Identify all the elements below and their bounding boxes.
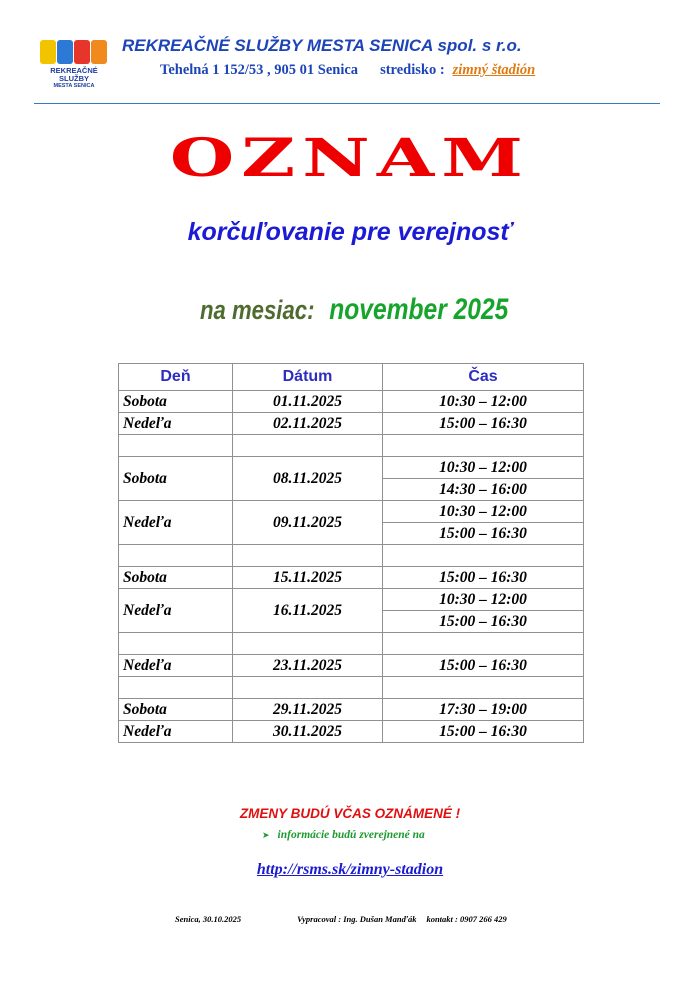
table-cell-empty bbox=[233, 435, 383, 457]
table-cell-empty bbox=[119, 435, 233, 457]
month-line bbox=[200, 293, 508, 327]
day-cell: Sobota bbox=[119, 457, 233, 501]
table-row bbox=[119, 721, 584, 743]
time-cell: 15:00 – 16:30 bbox=[383, 567, 584, 589]
time-cell: 10:30 – 12:00 bbox=[383, 589, 584, 611]
logo-line2: MESTA SENICA bbox=[53, 83, 95, 89]
time-cell: 10:30 – 12:00 bbox=[383, 457, 584, 479]
schedule-body bbox=[119, 391, 584, 743]
info-text: informácie budú zverejnené na bbox=[277, 829, 425, 841]
time-cell: 10:30 – 12:00 bbox=[383, 501, 584, 523]
logo-figure-red bbox=[74, 40, 90, 64]
logo-figure-yellow bbox=[40, 40, 56, 64]
address-line bbox=[160, 62, 535, 79]
info-line bbox=[262, 829, 425, 841]
table-row bbox=[119, 501, 584, 523]
table-row-empty bbox=[119, 633, 584, 655]
table-cell-empty bbox=[119, 677, 233, 699]
table-row bbox=[119, 589, 584, 611]
day-cell: Nedeľa bbox=[119, 721, 233, 743]
footer-place-date: Senica, 30.10.2025 bbox=[175, 914, 242, 924]
day-cell: Nedeľa bbox=[119, 655, 233, 677]
date-cell: 01.11.2025 bbox=[233, 391, 383, 413]
table-cell-empty bbox=[233, 633, 383, 655]
table-cell-empty bbox=[383, 545, 584, 567]
address: Tehelná 1 152/53 , 905 01 Senica bbox=[160, 62, 359, 78]
table-cell-empty bbox=[119, 633, 233, 655]
day-cell: Nedeľa bbox=[119, 501, 233, 545]
date-cell: 30.11.2025 bbox=[233, 721, 383, 743]
notice-subtitle: korčuľovanie pre verejnosť bbox=[187, 218, 513, 246]
table-row bbox=[119, 391, 584, 413]
time-cell: 15:00 – 16:30 bbox=[383, 611, 584, 633]
table-cell-empty bbox=[383, 435, 584, 457]
time-cell: 17:30 – 19:00 bbox=[383, 699, 584, 721]
time-cell: 15:00 – 16:30 bbox=[383, 413, 584, 435]
time-cell: 10:30 – 12:00 bbox=[383, 391, 584, 413]
table-row-empty bbox=[119, 435, 584, 457]
header-divider bbox=[34, 103, 660, 104]
date-cell: 02.11.2025 bbox=[233, 413, 383, 435]
footer bbox=[175, 914, 507, 924]
table-cell-empty bbox=[383, 677, 584, 699]
date-cell: 08.11.2025 bbox=[233, 457, 383, 501]
time-cell: 15:00 – 16:30 bbox=[383, 523, 584, 545]
logo-text bbox=[36, 67, 112, 90]
center-label: stredisko : bbox=[380, 62, 445, 78]
time-cell: 15:00 – 16:30 bbox=[383, 721, 584, 743]
day-cell: Sobota bbox=[119, 391, 233, 413]
schedule-table bbox=[118, 363, 584, 743]
day-cell: Sobota bbox=[119, 699, 233, 721]
month-value: november 2025 bbox=[329, 293, 509, 326]
table-cell-empty bbox=[383, 633, 584, 655]
day-cell: Nedeľa bbox=[119, 413, 233, 435]
changes-notice: ZMENY BUDÚ VČAS OZNÁMENÉ ! bbox=[239, 806, 461, 821]
logo-figure-blue bbox=[57, 40, 73, 64]
venue-name: zimný štadión bbox=[452, 62, 536, 78]
table-row-empty bbox=[119, 545, 584, 567]
date-cell: 29.11.2025 bbox=[233, 699, 383, 721]
logo-figures-icon bbox=[40, 40, 108, 66]
time-cell: 15:00 – 16:30 bbox=[383, 655, 584, 677]
day-cell: Nedeľa bbox=[119, 589, 233, 633]
time-cell: 14:30 – 16:00 bbox=[383, 479, 584, 501]
date-cell: 23.11.2025 bbox=[233, 655, 383, 677]
website-link[interactable]: http://rsms.sk/zimny-stadion bbox=[256, 861, 444, 878]
footer-prepared-by: Vypracoval : Ing. Dušan Manďák bbox=[297, 914, 417, 924]
date-cell: 09.11.2025 bbox=[233, 501, 383, 545]
month-label: na mesiac: bbox=[200, 295, 315, 325]
column-header-date: Dátum bbox=[233, 364, 383, 391]
table-cell-empty bbox=[233, 677, 383, 699]
company-logo bbox=[36, 40, 112, 89]
table-row bbox=[119, 413, 584, 435]
column-header-time: Čas bbox=[383, 364, 584, 391]
notice-title: OZNAM bbox=[169, 128, 531, 189]
logo-line1: REKREAČNÉ SLUŽBY bbox=[50, 66, 98, 83]
date-cell: 16.11.2025 bbox=[233, 589, 383, 633]
table-row bbox=[119, 457, 584, 479]
logo-figure-orange bbox=[91, 40, 107, 64]
table-cell-empty bbox=[119, 545, 233, 567]
table-row bbox=[119, 655, 584, 677]
table-cell-empty bbox=[233, 545, 383, 567]
date-cell: 15.11.2025 bbox=[233, 567, 383, 589]
table-row bbox=[119, 699, 584, 721]
table-row bbox=[119, 567, 584, 589]
table-header-row bbox=[119, 364, 584, 391]
column-header-day: Deň bbox=[119, 364, 233, 391]
day-cell: Sobota bbox=[119, 567, 233, 589]
arrowhead-bullet-icon: ➤ bbox=[262, 831, 270, 841]
company-name: REKREAČNÉ SLUŽBY MESTA SENICA spol. s r.o. bbox=[122, 36, 522, 55]
footer-contact: kontakt : 0907 266 429 bbox=[426, 914, 507, 924]
table-row-empty bbox=[119, 677, 584, 699]
